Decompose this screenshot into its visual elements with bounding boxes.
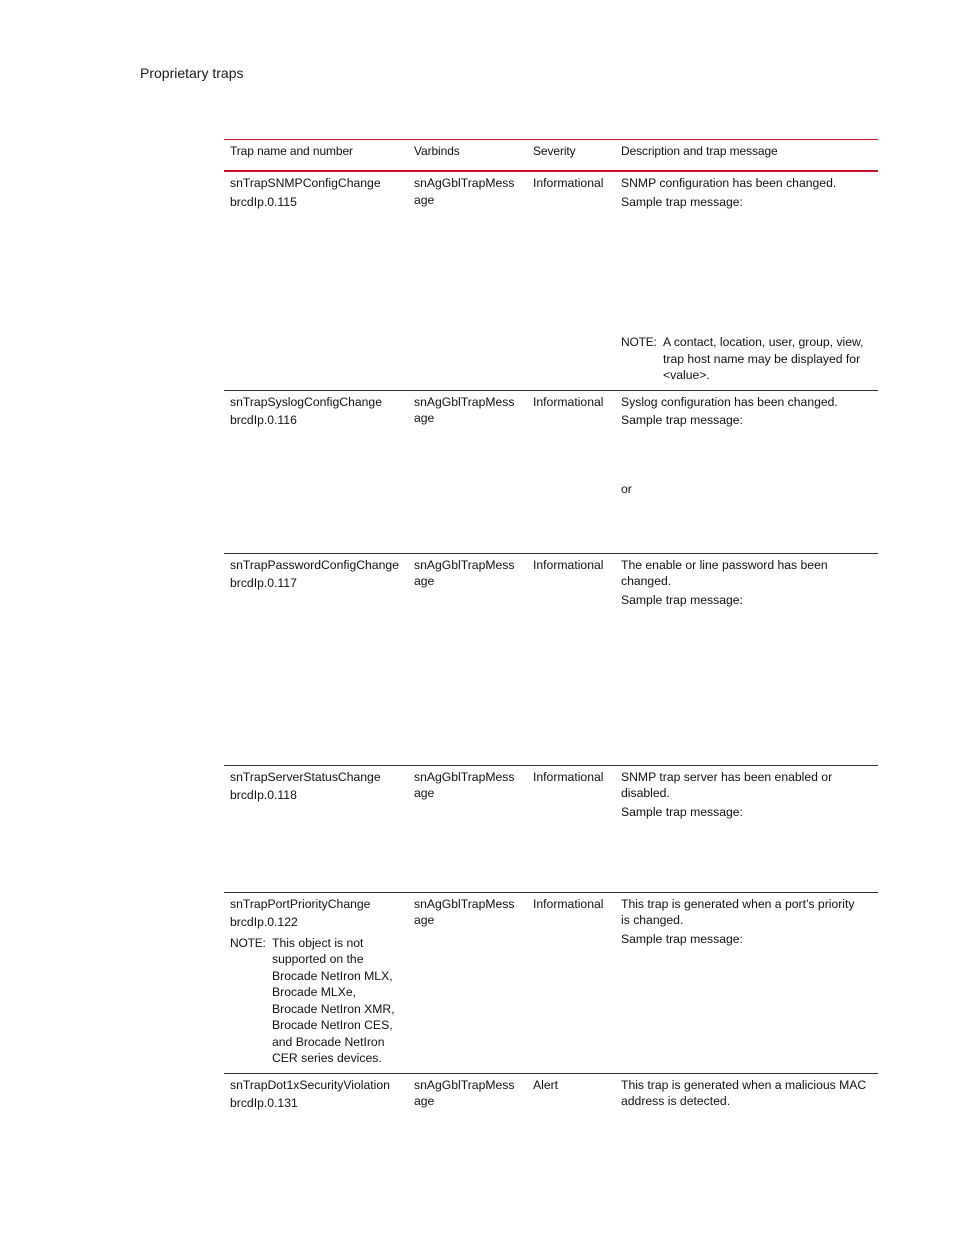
sample-label: Sample trap message: xyxy=(621,194,743,209)
section-title: Proprietary traps xyxy=(140,65,244,81)
trap-name: snTrapPasswordConfigChange xyxy=(230,557,399,572)
description-line: changed. xyxy=(621,574,672,588)
varbinds-cell xyxy=(408,171,527,390)
varbind-line: age xyxy=(414,411,435,425)
varbind-line: snAgGblTrapMess xyxy=(414,176,515,190)
description-cell xyxy=(615,892,878,1073)
trap-name-cell xyxy=(224,171,408,390)
varbinds-cell xyxy=(408,390,527,553)
trap-name-cell xyxy=(224,553,408,765)
description-cell xyxy=(615,553,878,765)
varbind-line: age xyxy=(414,192,435,207)
table-row xyxy=(224,390,878,553)
table-header-row xyxy=(224,140,878,172)
note-line: Brocade MLXe, xyxy=(272,985,357,999)
note xyxy=(621,334,872,384)
note-line: trap host name may be displayed for xyxy=(663,351,861,366)
trap-name: snTrapPortPriorityChange xyxy=(230,896,371,911)
varbind-line: age xyxy=(414,786,435,800)
or-label: or xyxy=(621,481,632,496)
varbind-line: age xyxy=(414,1094,435,1108)
note-line: Brocade NetIron CES, xyxy=(272,1018,393,1032)
sample-label: Sample trap message: xyxy=(621,931,743,946)
severity-cell: Informational xyxy=(533,769,604,784)
note-line: A contact, location, user, group, view, xyxy=(663,335,864,349)
description-line: This trap is generated when a malicious MAC xyxy=(621,1077,867,1092)
note-label: NOTE: xyxy=(230,935,266,950)
trap-number: brcdIp.0.122 xyxy=(230,915,298,929)
trap-number: brcdIp.0.116 xyxy=(230,413,297,427)
header-description: Description and trap message xyxy=(621,144,778,158)
varbinds-cell xyxy=(408,553,527,765)
severity-cell: Informational xyxy=(533,394,604,409)
varbind-line: age xyxy=(414,574,435,588)
trap-name-cell xyxy=(224,892,408,1073)
description-cell xyxy=(615,171,878,390)
note-line: Brocade NetIron XMR, xyxy=(272,1001,395,1016)
trap-name: snTrapDot1xSecurityViolation xyxy=(230,1077,390,1092)
varbind-line: age xyxy=(414,913,435,927)
note-line: Brocade NetIron MLX, xyxy=(272,968,393,983)
trap-name: snTrapSNMPConfigChange xyxy=(230,176,381,190)
description-line: Syslog configuration has been changed. xyxy=(621,394,838,409)
note-label: NOTE: xyxy=(621,335,657,349)
note-line: and Brocade NetIron xyxy=(272,1034,385,1049)
description-line: disabled. xyxy=(621,786,670,800)
header-varbinds: Varbinds xyxy=(414,144,460,158)
trap-name-cell xyxy=(224,765,408,892)
trap-name: snTrapServerStatusChange xyxy=(230,769,381,784)
severity-cell: Alert xyxy=(533,1077,559,1092)
table-row xyxy=(224,892,878,1073)
description-line: address is detected. xyxy=(621,1094,731,1108)
varbind-line: snAgGblTrapMess xyxy=(414,1077,515,1092)
varbinds-cell xyxy=(408,1073,527,1119)
description-line: This trap is generated when a port’s priority xyxy=(621,896,855,911)
trap-name-cell xyxy=(224,1073,408,1119)
description-cell xyxy=(615,765,878,892)
table-row xyxy=(224,553,878,765)
varbinds-cell xyxy=(408,765,527,892)
varbind-line: snAgGblTrapMess xyxy=(414,769,515,784)
note xyxy=(230,935,402,1067)
description-line: The enable or line password has been xyxy=(621,557,828,572)
description-line: SNMP configuration has been changed. xyxy=(621,176,837,190)
trap-number: brcdIp.0.131 xyxy=(230,1096,298,1110)
traps-table xyxy=(224,139,878,1119)
table-row xyxy=(224,765,878,892)
varbind-line: snAgGblTrapMess xyxy=(414,394,515,409)
sample-label: Sample trap message: xyxy=(621,804,743,819)
header-trap-name: Trap name and number xyxy=(230,144,353,158)
note-line: supported on the xyxy=(272,952,364,966)
note-line: <value>. xyxy=(663,368,710,382)
varbinds-cell xyxy=(408,892,527,1073)
table-row xyxy=(224,171,878,390)
trap-number: brcdIp.0.118 xyxy=(230,788,297,802)
note-line: CER series devices. xyxy=(272,1051,382,1065)
note-line: This object is not xyxy=(272,935,364,950)
description-line: is changed. xyxy=(621,913,684,927)
varbind-line: snAgGblTrapMess xyxy=(414,557,515,572)
table-row xyxy=(224,1073,878,1119)
description-line: SNMP trap server has been enabled or xyxy=(621,769,833,784)
trap-name: snTrapSyslogConfigChange xyxy=(230,394,382,409)
trap-number: brcdIp.0.115 xyxy=(230,194,297,209)
trap-number: brcdIp.0.117 xyxy=(230,576,297,590)
varbind-line: snAgGblTrapMess xyxy=(414,896,515,911)
trap-name-cell xyxy=(224,390,408,553)
severity-cell: Informational xyxy=(533,896,604,911)
description-cell xyxy=(615,390,878,553)
severity-cell: Informational xyxy=(533,557,604,572)
severity-cell: Informational xyxy=(533,176,604,190)
header-severity: Severity xyxy=(533,144,576,158)
description-cell xyxy=(615,1073,878,1119)
sample-label: Sample trap message: xyxy=(621,413,743,427)
sample-label: Sample trap message: xyxy=(621,592,743,607)
